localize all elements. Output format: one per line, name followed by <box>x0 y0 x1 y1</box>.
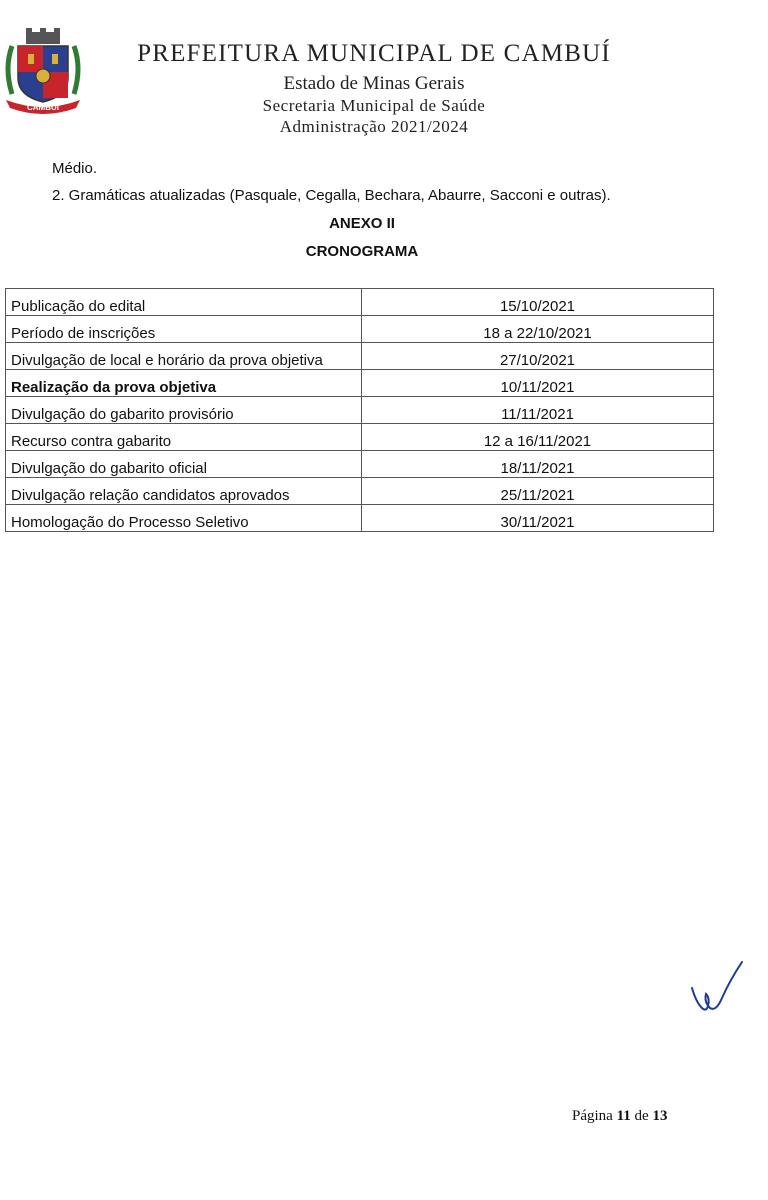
body-line-grammars: 2. Gramáticas atualizadas (Pasquale, Cegalla, Bechara, Abaurre, Sacconi e outras). <box>52 187 611 204</box>
table-row <box>6 343 714 370</box>
schedule-event: Homologação do Processo Seletivo <box>6 505 362 532</box>
schedule-date: 12 a 16/11/2021 <box>362 424 714 451</box>
annex-heading: ANEXO II <box>329 215 395 232</box>
schedule-event: Período de inscrições <box>6 316 362 343</box>
header-title: PREFEITURA MUNICIPAL DE CAMBUÍ <box>137 40 611 67</box>
header-state: Estado de Minas Gerais <box>283 73 465 94</box>
page-number: 11 <box>616 1108 631 1124</box>
schedule-date: 15/10/2021 <box>362 289 714 316</box>
page-footer <box>572 1108 667 1125</box>
schedule-date: 25/11/2021 <box>362 478 714 505</box>
table-row <box>6 316 714 343</box>
header-administration: Administração 2021/2024 <box>279 117 469 136</box>
municipal-coat-of-arms-icon <box>2 28 84 114</box>
schedule-date: 18 a 22/10/2021 <box>362 316 714 343</box>
table-row <box>6 397 714 424</box>
header-secretariat: Secretaria Municipal de Saúde <box>262 96 486 115</box>
schedule-date: 30/11/2021 <box>362 505 714 532</box>
page-total: 13 <box>652 1108 668 1124</box>
table-row <box>6 505 714 532</box>
schedule-date: 11/11/2021 <box>362 397 714 424</box>
page-label: Página <box>572 1108 613 1124</box>
schedule-event: Recurso contra gabarito <box>6 424 362 451</box>
schedule-date: 18/11/2021 <box>362 451 714 478</box>
table-row <box>6 289 714 316</box>
schedule-heading: CRONOGRAMA <box>305 243 419 260</box>
crest-ribbon-text: CAMBUÍ <box>27 103 59 112</box>
schedule-event: Divulgação do gabarito provisório <box>6 397 362 424</box>
table-row <box>6 424 714 451</box>
schedule-table <box>5 288 714 532</box>
table-row <box>6 370 714 397</box>
schedule-event: Realização da prova objetiva <box>6 370 362 397</box>
schedule-date: 27/10/2021 <box>362 343 714 370</box>
schedule-event: Divulgação de local e horário da prova objetiva <box>6 343 362 370</box>
schedule-event: Publicação do edital <box>6 289 362 316</box>
body-line-medio: Médio. <box>52 160 98 177</box>
schedule-date: 10/11/2021 <box>362 370 714 397</box>
schedule-event: Divulgação do gabarito oficial <box>6 451 362 478</box>
page-of-label: de <box>634 1108 649 1124</box>
table-row <box>6 478 714 505</box>
signature-mark-icon <box>688 958 748 1018</box>
table-row <box>6 451 714 478</box>
schedule-event: Divulgação relação candidatos aprovados <box>6 478 362 505</box>
